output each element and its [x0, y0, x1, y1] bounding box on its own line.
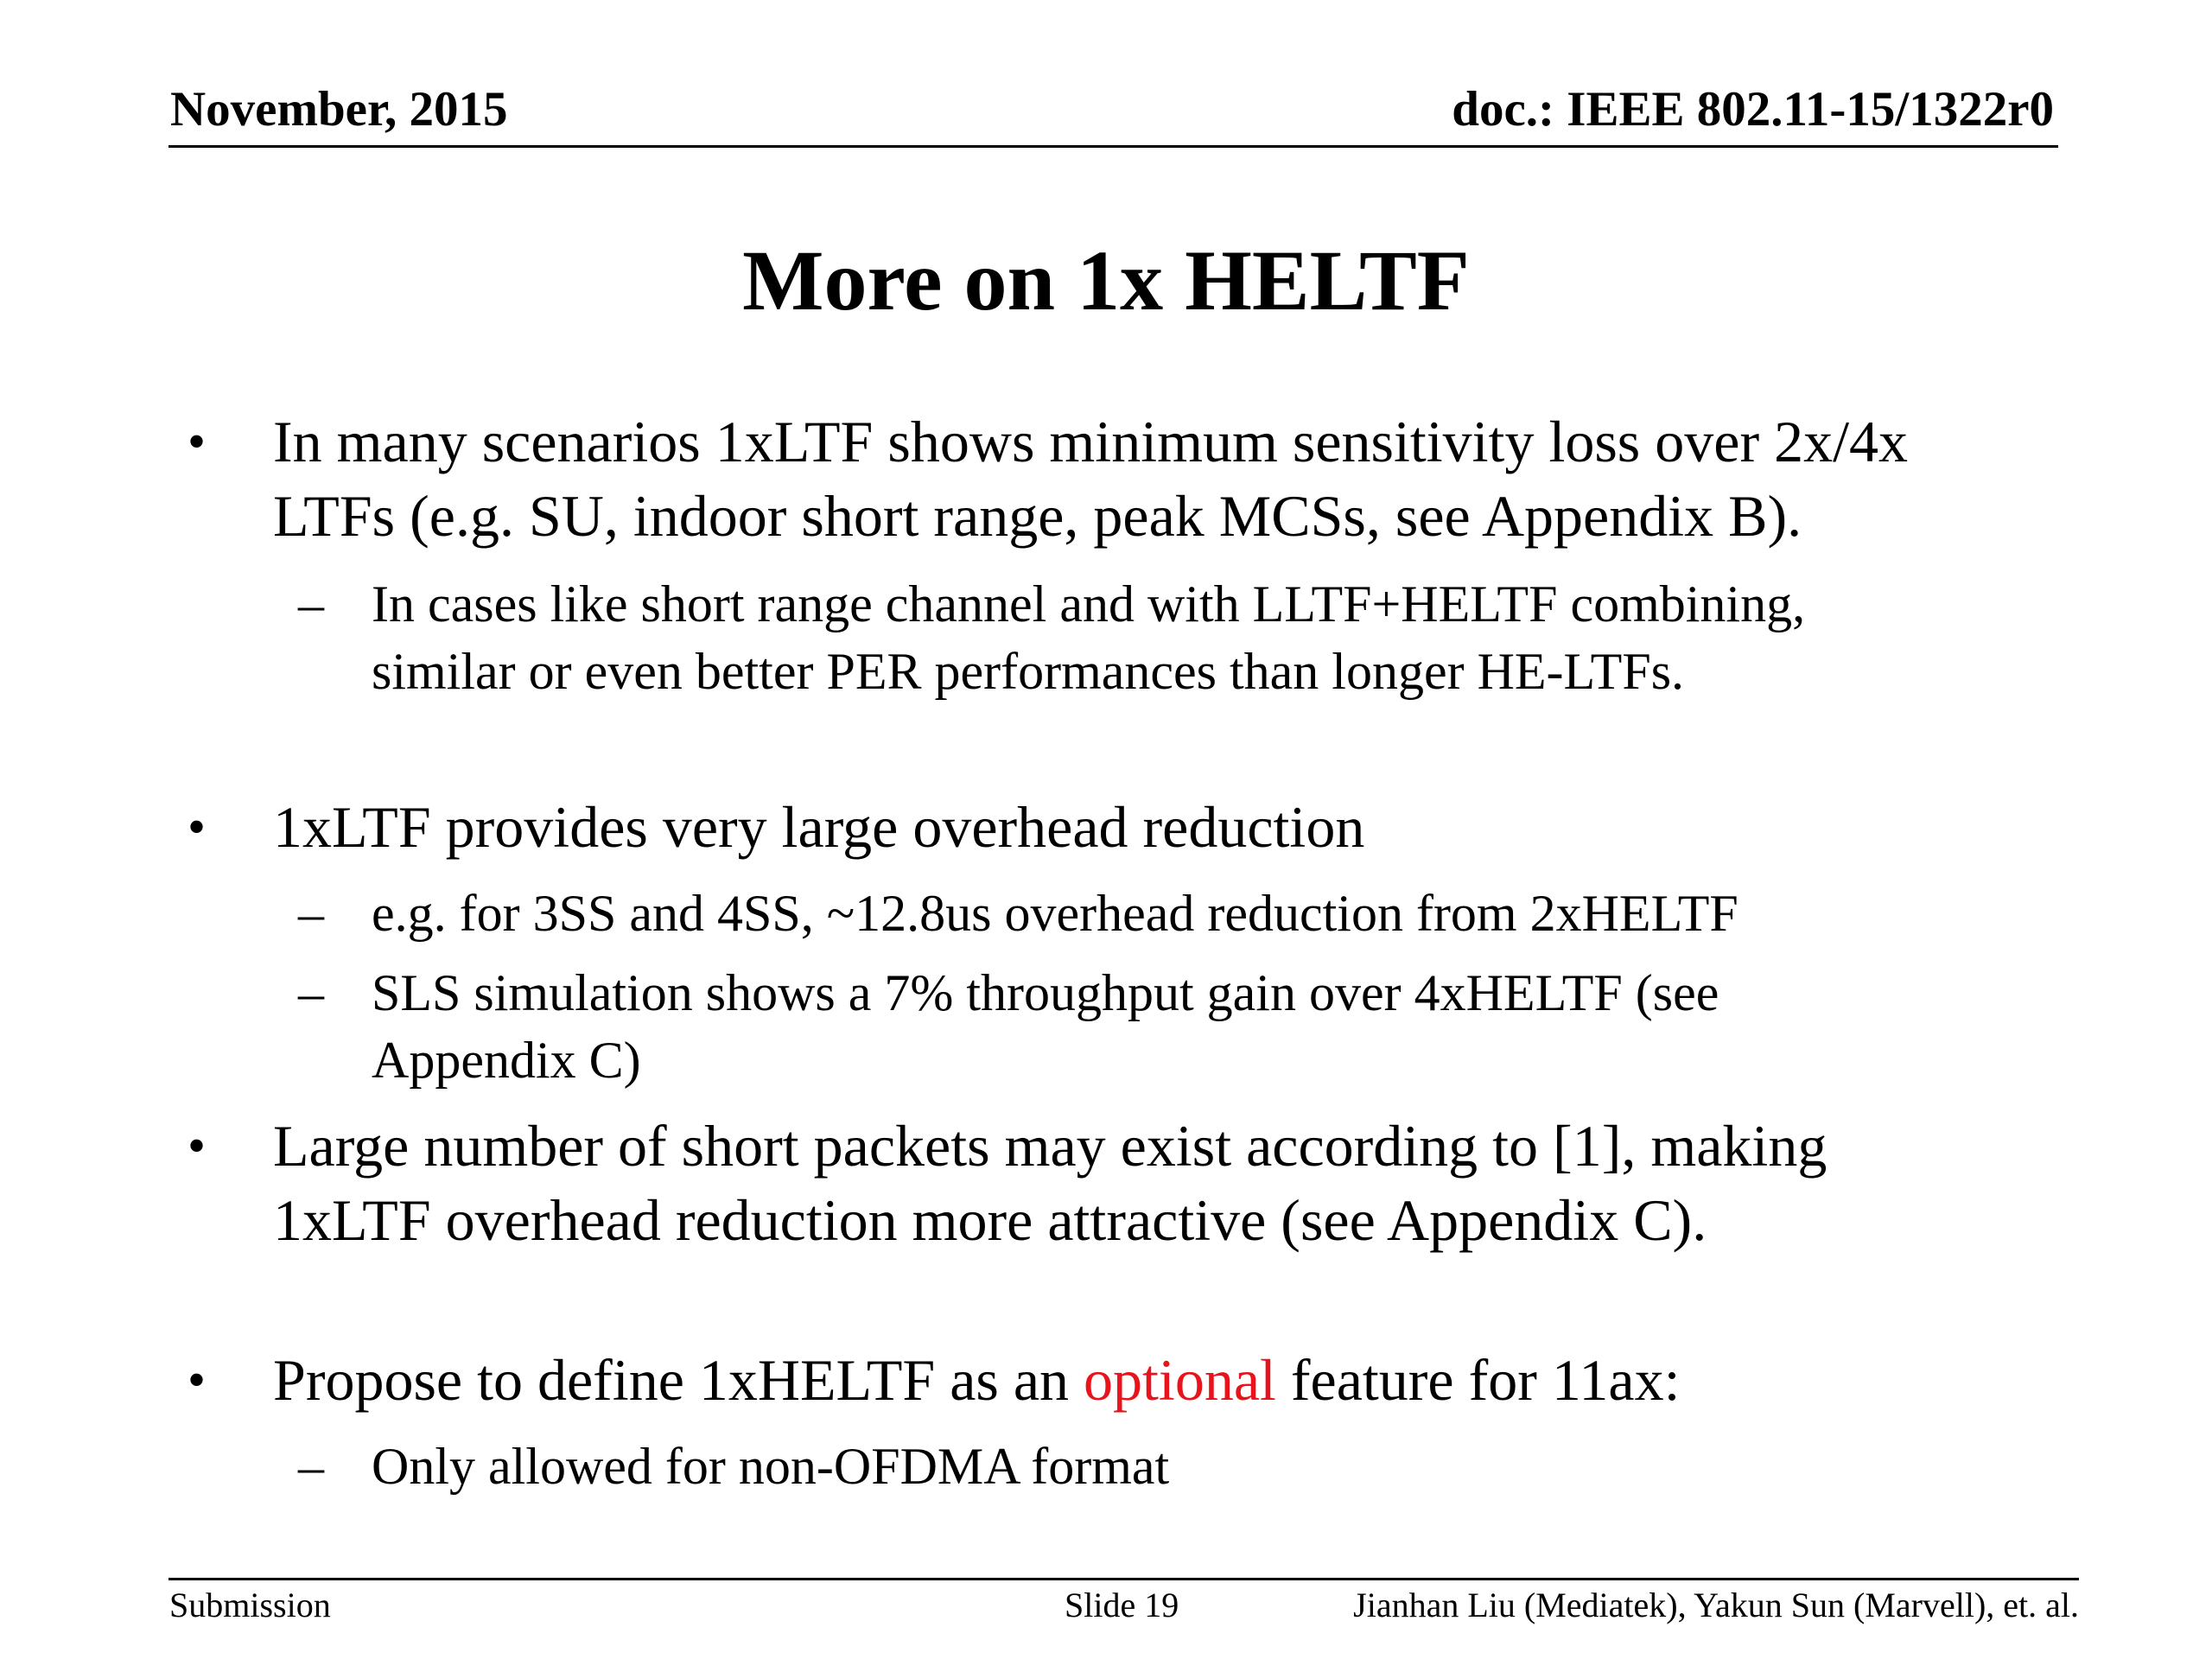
bullet-1-line-2: LTFs (e.g. SU, indoor short range, peak MCSs, see Appendix B). — [273, 483, 1802, 549]
header-date: November, 2015 — [170, 82, 508, 137]
bullet-marker: • — [188, 798, 207, 855]
highlight-optional: optional — [1084, 1347, 1276, 1413]
footer-slide-number: Slide 19 — [1065, 1586, 1179, 1624]
dash-marker: – — [298, 885, 324, 942]
sub-bullet-1-1-line-2: similar or even better PER performances than longer HE-LTFs. — [372, 643, 1685, 700]
bullet-marker: • — [188, 413, 207, 470]
bullet-marker: • — [188, 1117, 207, 1174]
bullet-1-line-1: In many scenarios 1xLTF shows minimum sensitivity loss over 2x/4x — [273, 409, 1908, 474]
sub-bullet-4-1-line-1: Only allowed for non-OFDMA format — [372, 1438, 1170, 1495]
header-doc-id: doc.: IEEE 802.11-15/1322r0 — [1452, 82, 2054, 137]
slide-title: More on 1x HELTF — [742, 232, 1470, 328]
dash-marker: – — [298, 575, 324, 632]
bullet-4-text-before: Propose to define 1xHELTF as an — [273, 1347, 1084, 1413]
dash-marker: – — [298, 964, 324, 1021]
bullet-4-text-after: feature for 11ax: — [1275, 1347, 1681, 1413]
bullet-3-line-2: 1xLTF overhead reduction more attractive (see Appendix C). — [273, 1187, 1707, 1253]
sub-bullet-2-2-line-1: SLS simulation shows a 7% throughput gain over 4xHELTF (see — [372, 964, 1719, 1021]
footer-submission: Submission — [169, 1586, 331, 1624]
bullet-marker: • — [188, 1351, 207, 1408]
footer-authors: Jianhan Liu (Mediatek), Yakun Sun (Marvell), et. al. — [1353, 1586, 2079, 1624]
bullet-4-line-1 — [273, 1343, 1680, 1417]
sub-bullet-1-1-line-1: In cases like short range channel and with LLTF+HELTF combining, — [372, 575, 1806, 632]
bullet-3-line-1: Large number of short packets may exist according to [1], making — [273, 1113, 1827, 1179]
footer-divider — [168, 1578, 2079, 1580]
sub-bullet-2-2-line-2: Appendix C) — [372, 1032, 641, 1089]
dash-marker: – — [298, 1438, 324, 1495]
sub-bullet-2-1-line-1: e.g. for 3SS and 4SS, ~12.8us overhead reduction from 2xHELTF — [372, 885, 1738, 942]
bullet-2-line-1: 1xLTF provides very large overhead reduction — [273, 794, 1365, 860]
